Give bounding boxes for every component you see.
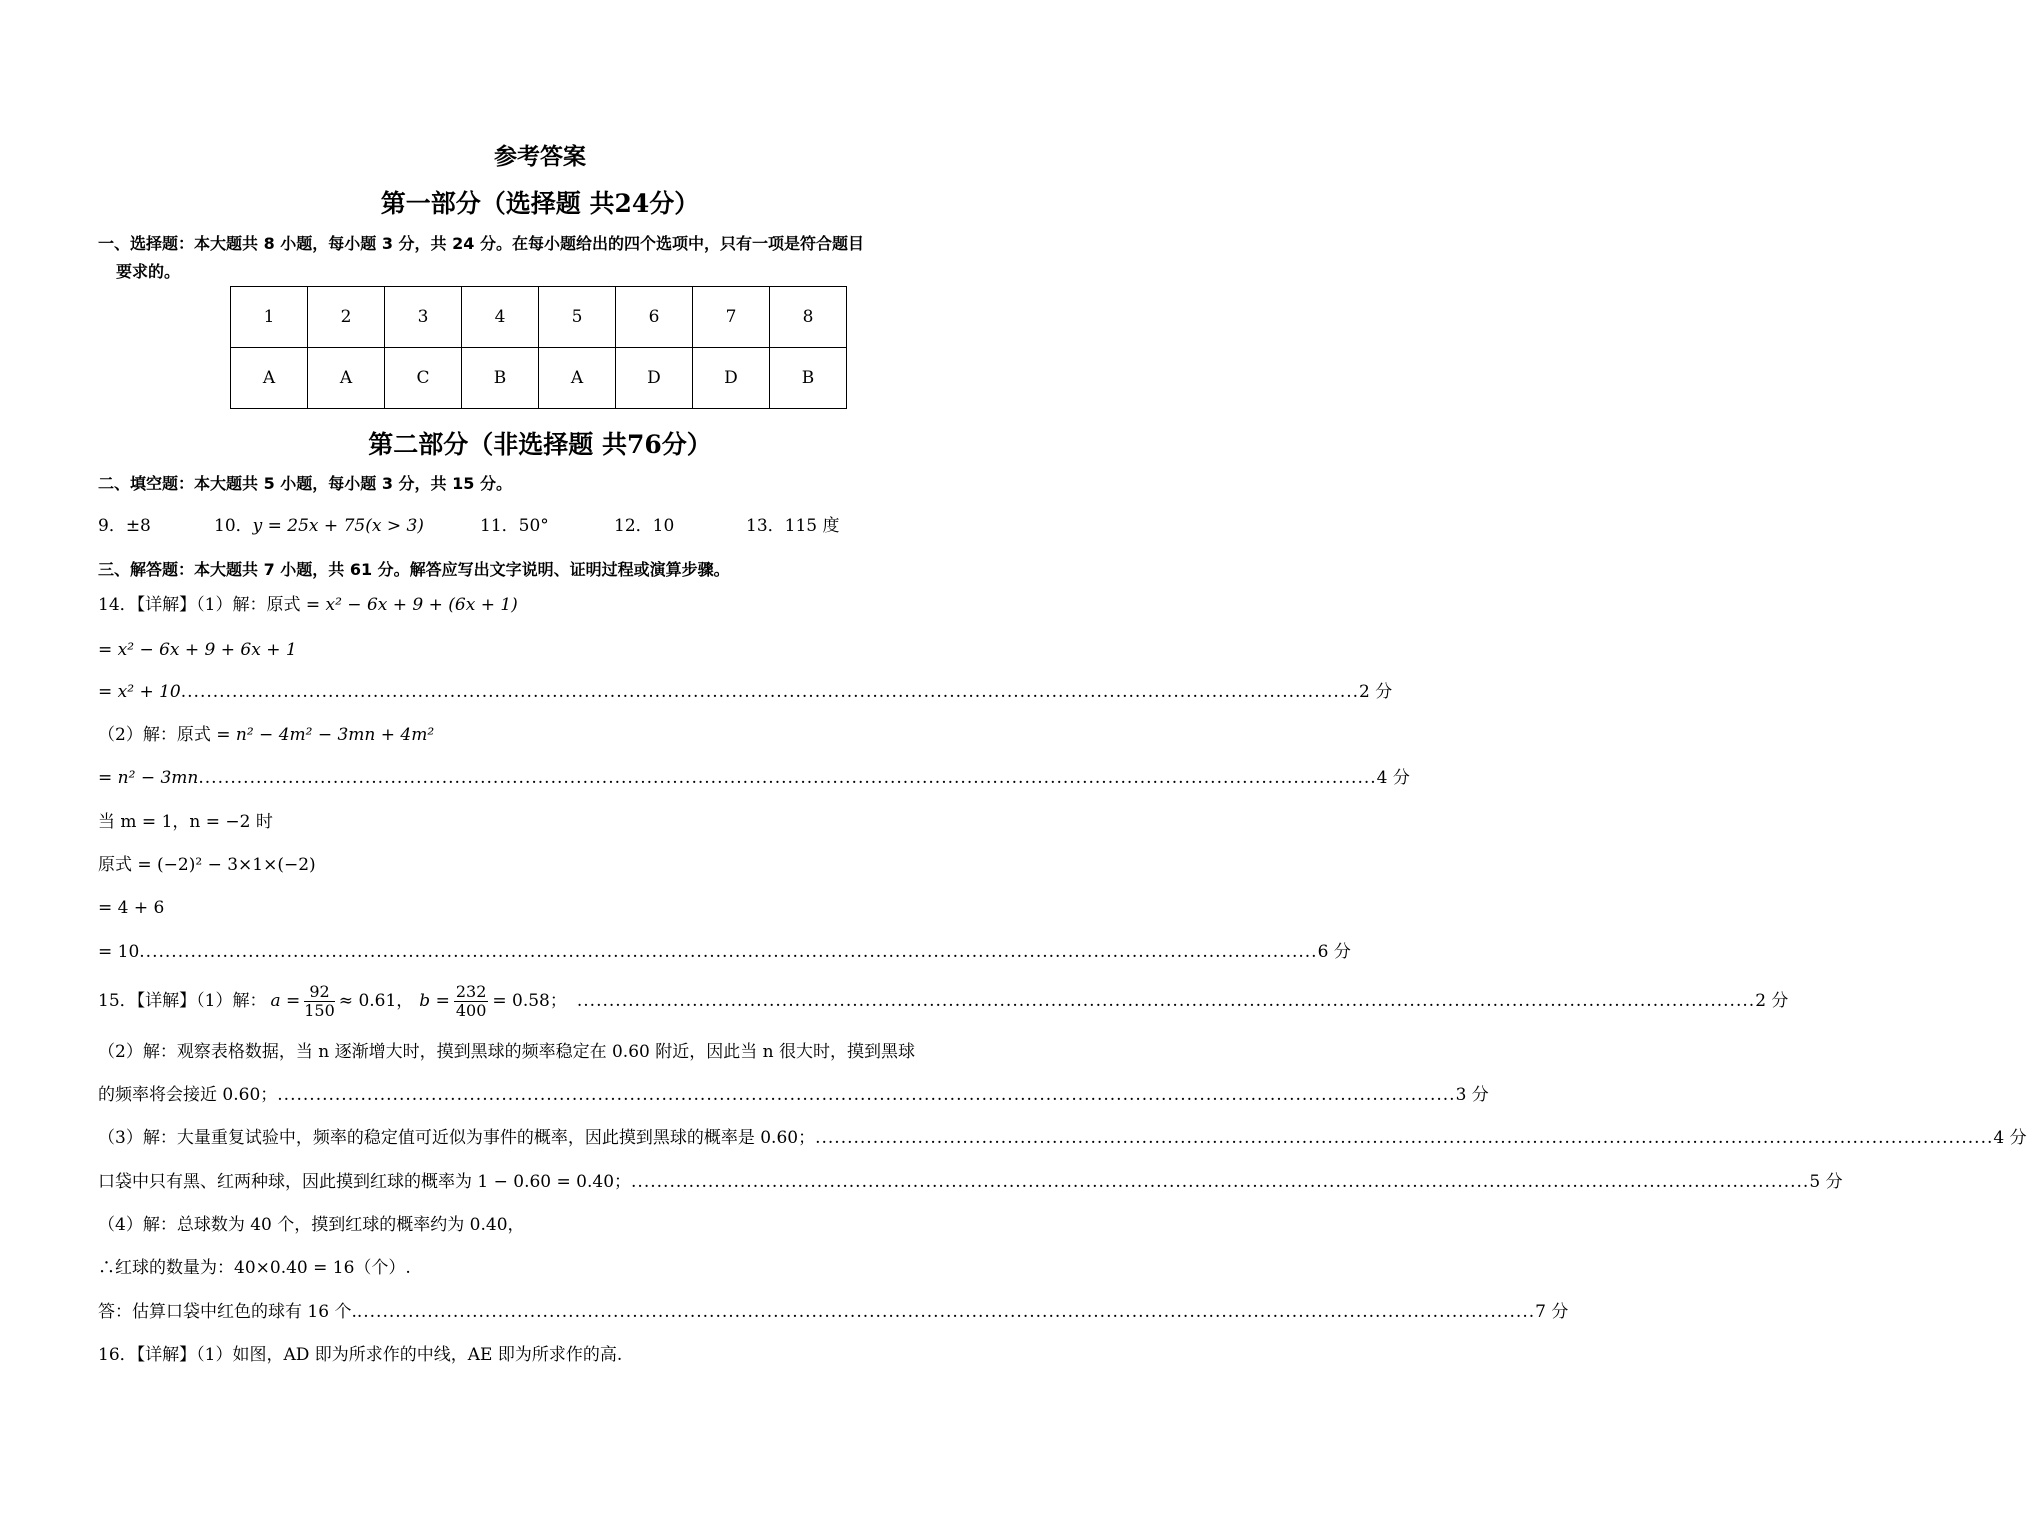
mc-section-label: 一、选择题：本大题共 8 小题，每小题 3 分，共 24 分。在每小题给出的四个选项中，只有一项是符合题目 <box>98 234 864 253</box>
leader-dots: ........................................................................................................................................................................................ <box>198 768 1377 788</box>
denominator: 400 <box>455 1000 487 1020</box>
table-cell: 4 <box>462 287 539 348</box>
leader-dots: ........................................................................................................................................................................................ <box>356 1302 1536 1322</box>
score: 3 分 <box>1455 1085 1489 1105</box>
q15-step: （3）解：大量重复试验中，频率的稳定值可近似为事件的概率，因此摸到黑球的概率是 0.60； <box>98 1128 816 1148</box>
q9-answer: 9．±8 <box>98 516 151 536</box>
score: 4 分 <box>1993 1128 2027 1148</box>
q15-step: 口袋中只有黑、红两种球，因此摸到红球的概率为 1 − 0.60 = 0.40； <box>98 1172 632 1192</box>
table-cell: D <box>616 348 693 409</box>
table-cell: 7 <box>693 287 770 348</box>
table-cell: 6 <box>616 287 693 348</box>
leader-dots: ........................................................................................................................................................................................ <box>139 942 1318 962</box>
q13-answer: 13．115 度 <box>746 516 840 536</box>
q12-answer: 12．10 <box>614 516 675 536</box>
q15-line3 <box>98 1083 1489 1107</box>
table-cell: 1 <box>231 287 308 348</box>
score: 6 分 <box>1317 942 1351 962</box>
table-cell: C <box>385 348 462 409</box>
page-title: 参考答案 <box>494 143 586 170</box>
leader-dots: ........................................................................................................................................................................................ <box>576 991 1756 1011</box>
score: 4 分 <box>1376 768 1410 788</box>
q15-line4 <box>98 1126 2027 1150</box>
q14-prefix2: （2）解：原式 = <box>98 725 236 745</box>
table-cell: 3 <box>385 287 462 348</box>
q14-step: = x² + 10 <box>98 682 181 702</box>
leader-dots: ........................................................................................................................................................................................ <box>277 1085 1456 1105</box>
q10-answer <box>214 514 424 538</box>
score: 5 分 <box>1809 1172 1843 1192</box>
q14-line7: 原式 = (−2)² − 3×1×(−2) <box>98 855 316 875</box>
table-cell: A <box>308 348 385 409</box>
q15-a-lhs: a = <box>270 991 301 1011</box>
score: 2 分 <box>1755 991 1789 1011</box>
q15-line8 <box>98 1300 1569 1324</box>
q14-prefix: 14．【详解】（1）解：原式 = <box>98 595 326 615</box>
solve-section-label: 三、解答题：本大题共 7 小题，共 61 分。解答应写出文字说明、证明过程或演算步骤。 <box>98 560 730 579</box>
q15-line7: ∴红球的数量为：40×0.40 = 16（个）. <box>98 1258 411 1278</box>
leader-dots: ........................................................................................................................................................................................ <box>631 1172 1810 1192</box>
q15-line5 <box>98 1170 1843 1194</box>
mc-section-label-cont: 要求的。 <box>116 262 181 281</box>
q15-a-rhs: ≈ 0.61， <box>338 991 414 1011</box>
table-cell: A <box>539 348 616 409</box>
score: 2 分 <box>1359 682 1393 702</box>
q14-step: = n² − 3mn <box>98 768 199 788</box>
q15-line1 <box>98 978 1789 1024</box>
q14-expr2: n² − 4m² − 3mn + 4m² <box>235 725 435 745</box>
q15-a-fraction <box>304 983 335 1020</box>
numerator: 232 <box>455 981 487 1001</box>
leader-dots: ........................................................................................................................................................................................ <box>815 1128 1994 1148</box>
q14-expr1: x² − 6x + 9 + (6x + 1) <box>325 595 518 615</box>
table-cell: A <box>231 348 308 409</box>
q14-line1 <box>98 593 518 617</box>
q14-line3 <box>98 680 1393 704</box>
score: 7 分 <box>1535 1302 1569 1322</box>
q14-step: = 10 <box>98 942 140 962</box>
q14-line9 <box>98 940 1351 964</box>
q15-line6: （4）解：总球数为 40 个，摸到红球的概率约为 0.40， <box>98 1215 525 1235</box>
q15-prefix: 15．【详解】（1）解： <box>98 991 267 1011</box>
table-row-numbers <box>231 287 847 348</box>
denominator: 150 <box>304 1000 335 1020</box>
q15-b-lhs: b = <box>419 991 450 1011</box>
table-cell: 2 <box>308 287 385 348</box>
leader-dots: ........................................................................................................................................................................................ <box>180 682 1360 702</box>
q11-answer: 11．50° <box>480 516 549 536</box>
part1-heading: 第一部分（选择题 共24分） <box>380 189 700 218</box>
q10-num: 10． <box>214 516 253 536</box>
q14-line4 <box>98 723 434 747</box>
q14-line6: 当 m = 1，n = −2 时 <box>98 812 273 832</box>
table-cell: D <box>693 348 770 409</box>
q10-expr: y = 25x + 75(x > 3) <box>252 516 424 536</box>
part2-heading: 第二部分（非选择题 共76分） <box>368 430 712 459</box>
q15-line2: （2）解：观察表格数据，当 n 逐渐增大时，摸到黑球的频率稳定在 0.60 附近，因此当 n 很大时，摸到黑球 <box>98 1042 915 1062</box>
numerator: 92 <box>304 983 335 1002</box>
table-cell: 8 <box>770 287 847 348</box>
q15-step: 答：估算口袋中红色的球有 16 个. <box>98 1302 357 1322</box>
table-cell: B <box>462 348 539 409</box>
fill-section-label: 二、填空题：本大题共 5 小题，每小题 3 分，共 15 分。 <box>98 474 512 493</box>
q15-b-rhs: = 0.58； <box>492 991 567 1011</box>
q15-b-fraction <box>454 983 489 1020</box>
table-cell: B <box>770 348 847 409</box>
answer-table <box>230 286 847 409</box>
q14-line2: = x² − 6x + 9 + 6x + 1 <box>98 640 297 660</box>
q15-step: 的频率将会接近 0.60； <box>98 1085 278 1105</box>
table-cell: 5 <box>539 287 616 348</box>
q14-line5 <box>98 766 1410 790</box>
table-row-answers <box>231 348 847 409</box>
q16-line1: 16．【详解】（1）如图，AD 即为所求作的中线，AE 即为所求作的高. <box>98 1345 623 1365</box>
q14-line8: = 4 + 6 <box>98 898 165 918</box>
